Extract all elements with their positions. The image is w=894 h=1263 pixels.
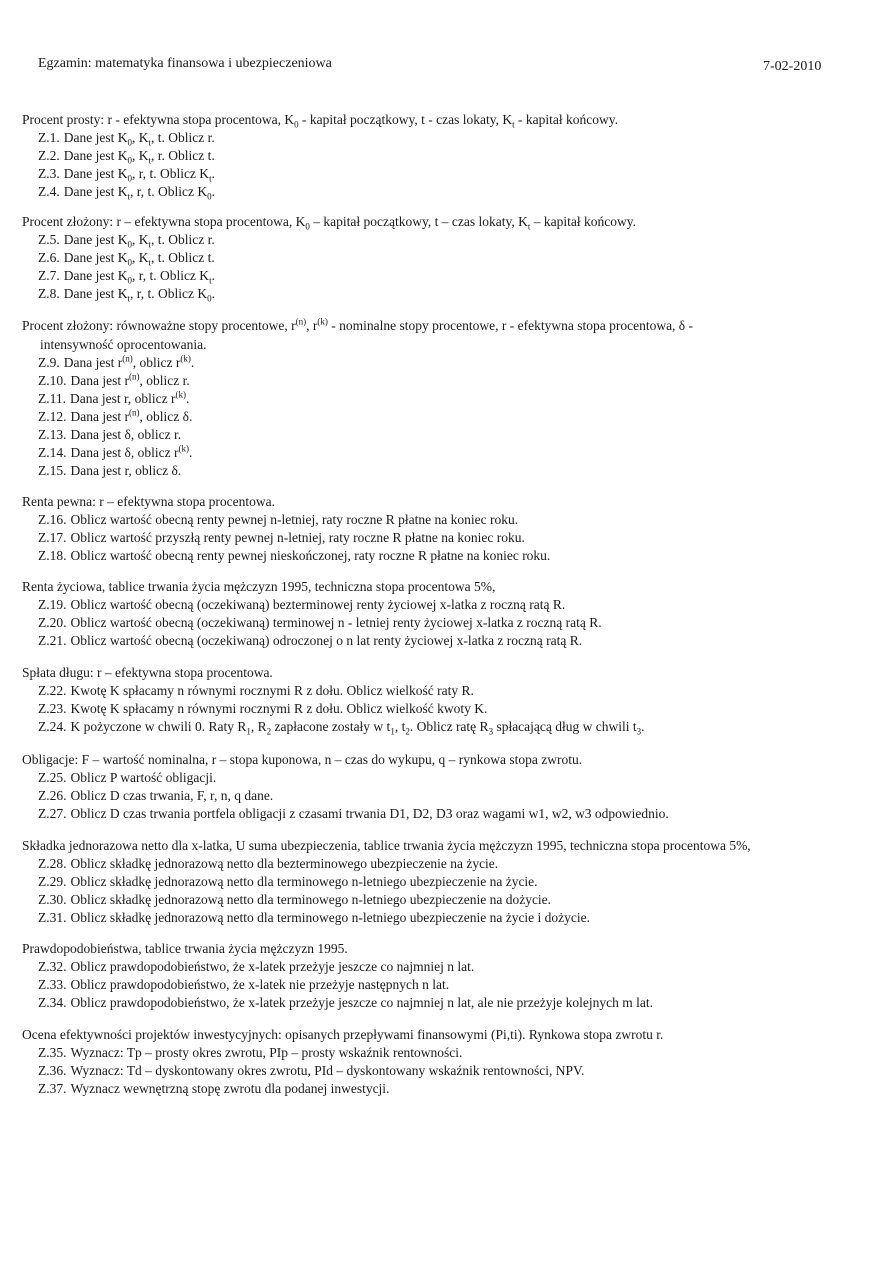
exercise-text: K pożyczone w chwili 0. Raty $R_1$, $R_2$ zapłacone zostały w $t_1$, $t_2$. Oblicz ratę $R_3$ spłacającą dług w chwili $t_3$. — [70, 719, 645, 737]
section-title: Prawdopodobieństwa, tablice trwania życia mężczyzn 1995. — [22, 941, 348, 956]
exercise-item — [22, 147, 872, 165]
exercise-item — [22, 682, 872, 700]
exercise-item — [22, 390, 872, 408]
section-renta-zyciowa — [22, 577, 872, 650]
exercise-text: Oblicz składkę jednorazową netto dla bezterminowego ubezpieczenie na życie. — [70, 856, 499, 871]
exercise-number: Z.1. — [38, 130, 60, 145]
exercise-text: Dana jest $r^{(n)}$, oblicz r. — [70, 371, 190, 388]
exercise-list — [22, 596, 872, 650]
exercise-list — [22, 769, 872, 823]
exercise-number: Z.11. — [38, 391, 66, 406]
exercise-item — [22, 718, 872, 736]
exercise-text: Dana jest δ, oblicz r. — [70, 427, 182, 442]
exercise-text: Oblicz prawdopodobieństwo, że x-latek przeżyje jeszcze co najmniej n lat. — [70, 959, 475, 974]
exercise-number: Z.25. — [38, 770, 67, 785]
section-title: Spłata długu: r – efektywna stopa procentowa. — [22, 665, 273, 680]
exercise-number: Z.13. — [38, 427, 67, 442]
section-title: Procent złożony: równoważne stopy procentowe, $r^{(n)}$, $r^{(k)}$ - nominalne stopy procentowe, r - efektywna stopa procentowa, δ - intensywność oprocentowania. — [22, 316, 694, 352]
section-prawdopodobienstwa — [22, 939, 872, 1012]
exercise-list — [22, 855, 872, 927]
exercise-number: Z.12. — [38, 409, 67, 424]
exercise-text: Dane jest $K_t$, r, t. Oblicz $K_0$. — [63, 286, 215, 304]
section-rownowazne-stopy — [22, 316, 872, 480]
section-title: Procent złożony: r – efektywna stopa procentowa, $K_0$ – kapitał początkowy, t – czas lokaty, $K_t$ – kapitał końcowy. — [22, 214, 636, 232]
exercise-item — [22, 285, 872, 303]
exercise-text: Dane jest $K_0$, r, t. Oblicz $K_t$. — [63, 166, 215, 184]
section-title: Procent prosty: r - efektywna stopa procentowa, $K_0$ - kapitał początkowy, t - czas lokaty, $K_t$ - kapitał końcowy. — [22, 112, 618, 130]
exercise-number: Z.21. — [38, 633, 67, 648]
exercise-item — [22, 129, 872, 147]
exercise-text: Wyznacz: Tp – prosty okres zwrotu, PIp – prosty wskaźnik rentowności. — [70, 1045, 463, 1060]
section-renta-pewna — [22, 492, 872, 565]
exercise-number: Z.14. — [38, 445, 67, 460]
exercise-text: Oblicz wartość obecną renty pewnej n-letniej, raty roczne R płatne na koniec roku. — [70, 512, 519, 527]
exercise-list — [22, 958, 872, 1012]
exercise-text: Kwotę K spłacamy n równymi rocznymi R z dołu. Oblicz wielkość raty R. — [70, 683, 474, 698]
exercise-number: Z.2. — [38, 148, 60, 163]
exercise-item — [22, 855, 872, 873]
exercise-item — [22, 462, 872, 480]
exercise-number: Z.26. — [38, 788, 67, 803]
exercise-item — [22, 511, 872, 529]
exercise-number: Z.8. — [38, 286, 60, 301]
exercise-number: Z.4. — [38, 184, 60, 199]
section-procent-zlozony — [22, 212, 872, 303]
exercise-item — [22, 231, 872, 249]
exercise-number: Z.32. — [38, 959, 67, 974]
exercise-list — [22, 129, 872, 201]
exercise-item — [22, 614, 872, 632]
exercise-number: Z.28. — [38, 856, 67, 871]
exercise-text: Oblicz składkę jednorazową netto dla terminowego n-letniego ubezpieczenie na dożycie. — [70, 892, 552, 907]
exercise-item — [22, 426, 872, 444]
exercise-text: Oblicz wartość obecną (oczekiwaną) bezterminowej renty życiowej x-latka z roczną ratą R. — [70, 597, 566, 612]
exercise-text: Wyznacz wewnętrzną stopę zwrotu dla podanej inwestycji. — [70, 1081, 390, 1096]
exercise-text: Oblicz wartość przyszłą renty pewnej n-letniej, raty roczne R płatne na koniec roku. — [70, 530, 525, 545]
exercise-text: Dane jest $K_0$, $K_t$, r. Oblicz t. — [63, 148, 215, 166]
exercise-item — [22, 408, 872, 426]
exercise-item — [22, 873, 872, 891]
exercise-item — [22, 267, 872, 285]
exercise-item — [22, 769, 872, 787]
exercise-number: Z.29. — [38, 874, 67, 889]
exercise-text: Dane jest $K_0$, $K_t$, t. Oblicz r. — [63, 130, 215, 148]
exercise-number: Z.18. — [38, 548, 67, 563]
exercise-text: Dana jest r, oblicz $r^{(k)}$. — [70, 389, 190, 406]
exercise-number: Z.37. — [38, 1081, 67, 1096]
exercise-item — [22, 165, 872, 183]
exercise-number: Z.31. — [38, 910, 67, 925]
exercise-item — [22, 249, 872, 267]
exercise-item — [22, 891, 872, 909]
exercise-item — [22, 1044, 872, 1062]
exercise-item — [22, 632, 872, 650]
exercise-item — [22, 994, 872, 1012]
exercise-text: Wyznacz: Td – dyskontowany okres zwrotu, PId – dyskontowany wskaźnik rentowności, NPV. — [70, 1063, 585, 1078]
exercise-text: Oblicz wartość obecną renty pewnej nieskończonej, raty roczne R płatne na koniec roku. — [70, 548, 551, 563]
exercise-text: Oblicz prawdopodobieństwo, że x-latek nie przeżyje następnych n lat. — [70, 977, 450, 992]
exercise-item — [22, 547, 872, 565]
exercise-list — [22, 354, 872, 480]
exercise-number: Z.22. — [38, 683, 67, 698]
exercise-number: Z.27. — [38, 806, 67, 821]
exercise-list — [22, 231, 872, 303]
exercise-text: Dana jest $r^{(n)}$, oblicz $r^{(k)}$. — [63, 353, 195, 370]
exercise-item — [22, 958, 872, 976]
section-splata-dlugu — [22, 663, 872, 736]
exercise-text: Oblicz prawdopodobieństwo, że x-latek przeżyje jeszcze co najmniej n lat, ale nie przeżyje kolejnych m lat. — [70, 995, 654, 1010]
section-procent-prosty — [22, 110, 872, 201]
exercise-text: Oblicz składkę jednorazową netto dla terminowego n-letniego ubezpieczenie na życie. — [70, 874, 538, 889]
exercise-list — [22, 511, 872, 565]
exercise-item — [22, 805, 872, 823]
section-title: Renta życiowa, tablice trwania życia mężczyzn 1995, techniczna stopa procentowa 5%, — [22, 579, 496, 594]
exercise-item — [22, 596, 872, 614]
exercise-text: Dane jest $K_t$, r, t. Oblicz $K_0$. — [63, 184, 215, 202]
exercise-item — [22, 529, 872, 547]
section-title: Renta pewna: r – efektywna stopa procentowa. — [22, 494, 276, 509]
section-obligacje — [22, 750, 872, 823]
exercise-text: Dana jest δ, oblicz $r^{(k)}$. — [70, 443, 193, 460]
exercise-number: Z.30. — [38, 892, 67, 907]
exercise-item — [22, 787, 872, 805]
exercise-text: Dana jest $r^{(n)}$, oblicz δ. — [70, 407, 193, 424]
exercise-number: Z.19. — [38, 597, 67, 612]
exercise-number: Z.6. — [38, 250, 60, 265]
exercise-number: Z.34. — [38, 995, 67, 1010]
section-title: Obligacje: F – wartość nominalna, r – stopa kuponowa, n – czas do wykupu, q – rynkowa stopa zwrotu. — [22, 752, 583, 767]
exercise-number: Z.15. — [38, 463, 67, 478]
exercise-text: Dane jest $K_0$, $K_t$, t. Oblicz r. — [63, 232, 215, 250]
exercise-number: Z.35. — [38, 1045, 67, 1060]
exercise-number: Z.20. — [38, 615, 67, 630]
exercise-number: Z.33. — [38, 977, 67, 992]
exercise-text: Dana jest r, oblicz δ. — [70, 463, 182, 478]
exam-date: 7-02-2010 — [763, 59, 822, 74]
section-title: Ocena efektywności projektów inwestycyjnych: opisanych przepływami finansowymi (Pi,ti). Rynkowa stopa zwrotu r. — [22, 1027, 664, 1042]
exercise-list — [22, 1044, 872, 1098]
section-ocena-efektywnosci — [22, 1025, 872, 1098]
exam-title: Egzamin: matematyka finansowa i ubezpieczeniowa — [38, 56, 332, 71]
exercise-number: Z.5. — [38, 232, 60, 247]
exercise-item — [22, 1062, 872, 1080]
exercise-item — [22, 444, 872, 462]
exercise-item — [22, 372, 872, 390]
exercise-item — [22, 183, 872, 201]
exercise-number: Z.16. — [38, 512, 67, 527]
section-skladka — [22, 836, 872, 927]
exercise-number: Z.9. — [38, 355, 60, 370]
exercise-item — [22, 976, 872, 994]
exercise-text: Oblicz D czas trwania portfela obligacji z czasami trwania D1, D2, D3 oraz wagami w1, w2, w3 odpowiednio. — [70, 806, 669, 821]
exercise-text: Dane jest $K_0$, r, t. Oblicz $K_t$. — [63, 268, 215, 286]
exercise-text: Oblicz D czas trwania, F, r, n, q dane. — [70, 788, 274, 803]
exercise-text: Dane jest $K_0$, $K_t$, t. Oblicz t. — [63, 250, 215, 268]
exercise-text: Oblicz P wartość obligacji. — [70, 770, 217, 785]
exercise-item — [22, 909, 872, 927]
exercise-number: Z.7. — [38, 268, 60, 283]
exercise-item — [22, 1080, 872, 1098]
exercise-number: Z.3. — [38, 166, 60, 181]
exercise-number: Z.17. — [38, 530, 67, 545]
exercise-item — [22, 700, 872, 718]
exercise-item — [22, 354, 872, 372]
exercise-text: Oblicz wartość obecną (oczekiwaną) terminowej n - letniej renty życiowej x-latka z roczną ratą R. — [70, 615, 602, 630]
exercise-text: Oblicz wartość obecną (oczekiwaną) odroczonej o n lat renty życiowej x-latka z roczną ratą R. — [70, 633, 583, 648]
exercise-number: Z.36. — [38, 1063, 67, 1078]
exercise-text: Oblicz składkę jednorazową netto dla terminowego n-letniego ubezpieczenie na życie i dożycie. — [70, 910, 591, 925]
exercise-number: Z.23. — [38, 701, 67, 716]
exercise-text: Kwotę K spłacamy n równymi rocznymi R z dołu. Oblicz wielkość kwoty K. — [70, 701, 488, 716]
section-title: Składka jednorazowa netto dla x-latka, U suma ubezpieczenia, tablice trwania życia mężczyzn 1995, techniczna stopa procentowa 5%, — [22, 838, 751, 853]
exercise-number: Z.10. — [38, 373, 67, 388]
exercise-list — [22, 682, 872, 736]
exercise-number: Z.24. — [38, 719, 67, 734]
